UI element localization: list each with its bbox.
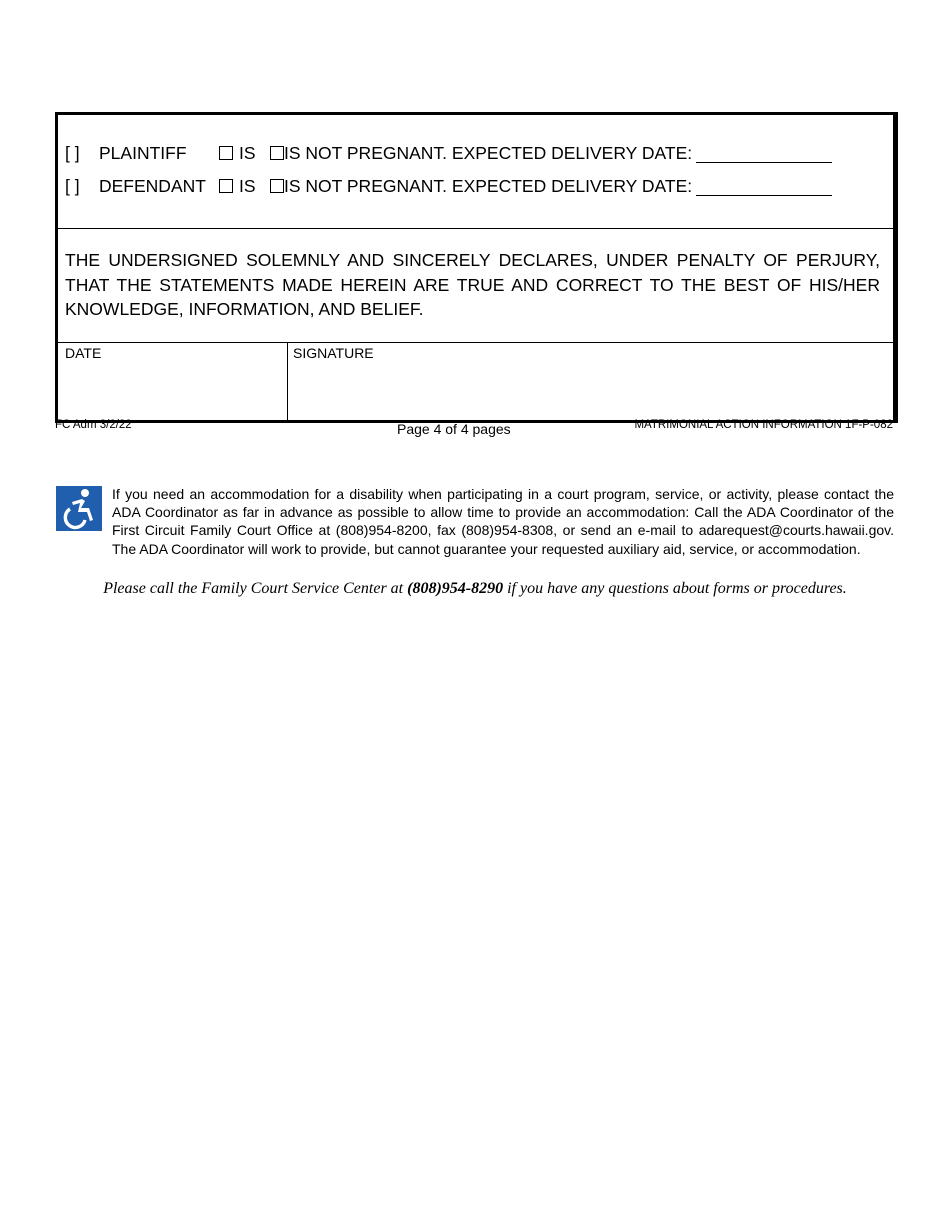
defendant-is-not-checkbox[interactable] [270,179,284,193]
defendant-select-bracket[interactable]: [ ] [65,175,80,196]
defendant-is-not-label: IS NOT PREGNANT. EXPECTED DELIVERY DATE: [284,175,693,196]
plaintiff-is-not-checkbox[interactable] [270,146,284,160]
page-number: Page 4 of 4 pages [397,421,511,437]
form-title: MATRIMONIAL ACTION INFORMATION 1F-P-082 [634,419,893,431]
plaintiff-is-label: IS [239,142,256,163]
defendant-delivery-date-field[interactable] [696,176,832,196]
plaintiff-is-not-label: IS NOT PREGNANT. EXPECTED DELIVERY DATE: [284,142,693,163]
date-signature-divider [287,342,288,420]
form-code: FC Adm 3/2/22 [55,419,132,431]
plaintiff-is-checkbox[interactable] [219,146,233,160]
ada-notice: If you need an accommodation for a disability when participating in a court program, service, or activity, please contact the ADA Coordinator as far in advance as possible to allow time to provide an accommodation: Call the ADA Coordinator of the First Circuit Family Court Office at (808)954-8200, fax (808)954-8308, or send an e-mail to adarequest@courts.hawaii.gov. The ADA Coordinator will work to provide, but cannot guarantee your requested auxiliary aid, service, or accommodation. [112,486,894,557]
signature-field-label: SIGNATURE [293,345,374,361]
signature-divider [58,342,893,343]
accessibility-icon [56,486,102,531]
perjury-declaration: THE UNDERSIGNED SOLEMNLY AND SINCERELY DECLARES, UNDER PENALTY OF PERJURY, THAT THE STATEMENTS MADE HEREIN ARE TRUE AND CORRECT TO THE BEST OF HIS/HER KNOWLEDGE, INFORMATION, AND BELIEF. [65,250,880,319]
plaintiff-select-bracket[interactable]: [ ] [65,142,80,163]
defendant-label: DEFENDANT [99,175,206,196]
service-center-suffix: if you have any questions about forms or procedures. [503,580,847,597]
service-center-phone: (808)954-8290 [407,580,504,597]
section-divider [58,228,893,229]
defendant-is-label: IS [239,175,256,196]
form-box [55,112,898,423]
plaintiff-label: PLAINTIFF [99,142,187,163]
plaintiff-pregnancy-row [65,140,832,166]
service-center-line [0,580,950,598]
service-center-prefix: Please call the Family Court Service Center at [103,580,408,597]
date-field-label: DATE [65,345,102,361]
plaintiff-delivery-date-field[interactable] [696,143,832,163]
defendant-is-checkbox[interactable] [219,179,233,193]
defendant-pregnancy-row [65,173,832,199]
